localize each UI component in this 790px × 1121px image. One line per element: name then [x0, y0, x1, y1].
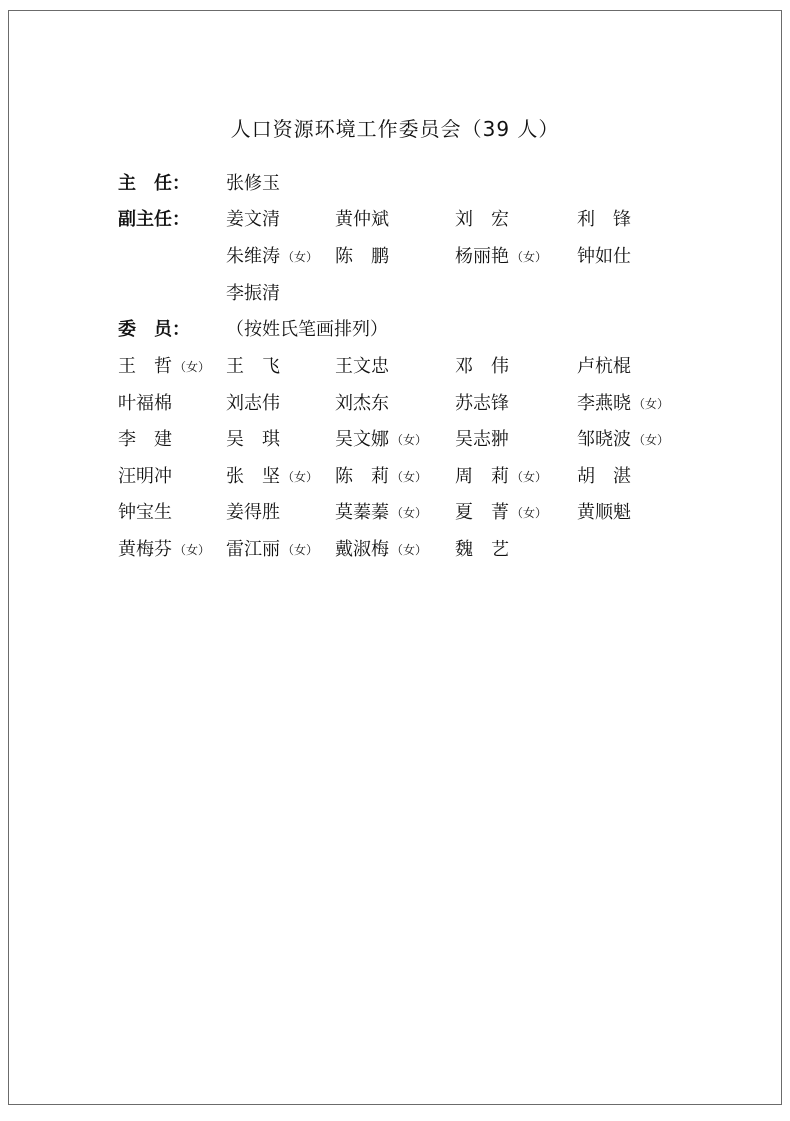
member-name-text: 雷江丽 — [226, 539, 280, 560]
vice-chair-row — [0, 281, 790, 307]
member-name — [118, 500, 172, 526]
chair-label: 主 任： — [118, 173, 190, 194]
vice-chair-name — [577, 244, 631, 270]
member-name-text: 钟宝生 — [118, 502, 172, 524]
member-name-text: 莫蓁蓁 — [335, 502, 389, 524]
member-name-text: 刘杰东 — [335, 392, 389, 414]
vice-chair-row — [0, 207, 790, 233]
member-name — [455, 391, 509, 417]
vice-chair-name-text: 杨丽艳 — [455, 246, 509, 267]
committee-title: 人口资源环境工作委员会（39 人） — [230, 117, 560, 141]
vice-chair-name-text: 陈 鹏 — [335, 246, 389, 267]
female-mark: （女） — [174, 543, 211, 557]
member-name-text: 吴志翀 — [455, 429, 509, 451]
member-name — [335, 391, 389, 417]
member-name-text: 李燕晓 — [577, 392, 631, 414]
member-name — [455, 500, 547, 526]
member-name — [577, 391, 669, 417]
vice-chair-name — [455, 207, 509, 233]
member-name — [335, 354, 389, 380]
member-name — [118, 427, 172, 453]
female-mark: （女） — [391, 469, 428, 484]
member-name — [577, 354, 631, 380]
member-name — [118, 354, 210, 380]
vice-chair-name-text: 利 锋 — [577, 209, 631, 230]
vice-chair-name — [335, 207, 389, 233]
member-row — [0, 354, 790, 380]
female-mark: （女） — [282, 469, 319, 484]
member-name — [226, 464, 318, 490]
member-name-text: 叶福棉 — [118, 392, 172, 414]
member-name-text: 戴淑梅 — [335, 539, 389, 560]
member-name — [118, 537, 210, 563]
member-name-text: 邹晓波 — [577, 429, 631, 451]
vice-chair-name-text: 刘 宏 — [455, 209, 509, 230]
member-name-text: 姜得胜 — [226, 502, 280, 524]
member-name-text: 李 建 — [118, 429, 172, 451]
member-name — [226, 391, 280, 417]
member-name-text: 黄顺魁 — [577, 502, 631, 524]
female-mark: （女） — [511, 250, 548, 264]
member-row — [0, 500, 790, 526]
member-name — [577, 500, 631, 526]
member-name — [455, 464, 547, 490]
vice-chair-name-text: 黄仲斌 — [335, 209, 389, 230]
member-name — [455, 354, 509, 380]
vice-chair-label: 副主任： — [118, 209, 190, 230]
member-name — [335, 537, 427, 563]
member-name — [577, 427, 669, 453]
member-name-text: 王 飞 — [226, 356, 280, 377]
female-mark: （女） — [391, 433, 428, 448]
member-name — [226, 537, 318, 563]
vice-chair-name-text: 姜文清 — [226, 209, 280, 230]
member-name-text: 苏志锋 — [455, 392, 509, 414]
member-name-text: 张 坚 — [226, 465, 280, 487]
vice-chair-name-text: 钟如仕 — [577, 246, 631, 267]
member-name — [118, 391, 172, 417]
member-row — [0, 427, 790, 453]
member-name-text: 魏 艺 — [455, 539, 509, 560]
female-mark: （女） — [633, 433, 670, 448]
female-mark: （女） — [282, 543, 319, 557]
members-order-note: （按姓氏笔画排列） — [226, 319, 388, 340]
vice-chair-name — [335, 244, 389, 270]
members-label: 委 员： — [118, 319, 190, 340]
member-name — [335, 464, 427, 490]
member-name — [335, 427, 427, 453]
vice-chair-name-text: 朱维涛 — [226, 246, 280, 267]
female-mark: （女） — [633, 396, 670, 411]
member-name-text: 王 哲 — [118, 356, 172, 377]
female-mark: （女） — [391, 543, 428, 557]
member-name — [226, 500, 280, 526]
member-name-text: 黄梅芬 — [118, 539, 172, 560]
member-name-text: 夏 菁 — [455, 502, 509, 524]
member-name — [455, 427, 509, 453]
member-name-text: 汪明冲 — [118, 465, 172, 487]
vice-chair-row — [0, 244, 790, 270]
chair-name: 张修玉 — [226, 173, 280, 194]
member-name-text: 吴 琪 — [226, 429, 280, 451]
vice-chair-name-text: 李振清 — [226, 283, 280, 304]
member-name-text: 刘志伟 — [226, 392, 280, 414]
member-name-text: 邓 伟 — [455, 356, 509, 377]
member-name — [577, 464, 631, 490]
vice-chair-name — [455, 244, 547, 270]
member-name-text: 周 莉 — [455, 465, 509, 487]
female-mark: （女） — [511, 469, 548, 484]
female-mark: （女） — [282, 250, 319, 264]
member-name — [226, 354, 280, 380]
member-name-text: 吴文娜 — [335, 429, 389, 451]
member-row — [0, 537, 790, 563]
member-name — [455, 537, 509, 563]
member-name — [335, 500, 427, 526]
member-name — [118, 464, 172, 490]
member-name-text: 陈 莉 — [335, 465, 389, 487]
member-name-text: 卢杭棍 — [577, 356, 631, 377]
vice-chair-name — [226, 281, 280, 307]
member-row — [0, 464, 790, 490]
female-mark: （女） — [391, 506, 428, 521]
vice-chair-name — [226, 207, 280, 233]
member-name-text: 胡 湛 — [577, 465, 631, 487]
vice-chair-name — [226, 244, 318, 270]
vice-chair-name — [577, 207, 631, 233]
member-row — [0, 391, 790, 417]
member-name-text: 王文忠 — [335, 356, 389, 377]
member-name — [226, 427, 280, 453]
female-mark: （女） — [511, 506, 548, 521]
female-mark: （女） — [174, 360, 211, 374]
